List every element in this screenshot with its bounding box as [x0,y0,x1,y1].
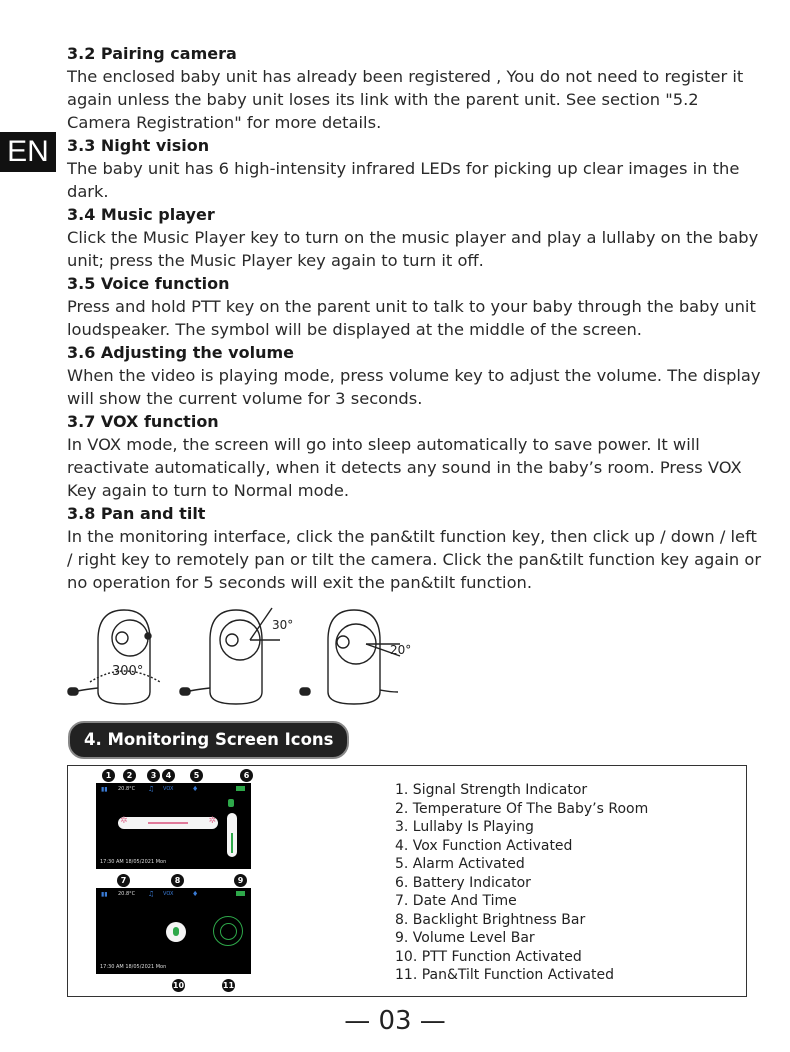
date-time: 17:30 AM 18/05/2021 Mon [100,859,167,865]
battery-icon [236,786,245,791]
callout-1: 1 [102,769,115,782]
section-title: 3.5 Voice function [67,274,230,293]
brightness-level [148,822,188,824]
language-tab: EN [0,132,56,172]
legend-item: 5. Alarm Activated [395,856,525,872]
callout-5: 5 [190,769,203,782]
callout-9: 9 [234,874,247,887]
volume-bar [227,813,237,857]
brightness-down-icon: ✲ [120,816,128,826]
alarm-icon: ♦ [192,785,199,793]
camera-illustrations [60,600,420,710]
callout-7: 7 [117,874,130,887]
callout-11: 11 [222,981,235,990]
microphone-icon [173,927,179,936]
section-title: 3.6 Adjusting the volume [67,343,294,362]
section-title: 3.3 Night vision [67,136,210,155]
temperature-readout: 20.8°C [118,891,136,897]
legend-item: 8. Backlight Brightness Bar [395,911,586,928]
camera-tilt-up-drawing [180,608,280,704]
callout-8: 8 [171,874,184,887]
section-body: The baby unit has 6 high-intensity infrared LEDs for picking up clear images in the dark. [67,159,740,201]
callout-2: 2 [123,769,136,782]
ptt-icon [166,922,186,942]
vox-icon: VOX [163,786,174,792]
vox-icon: VOX [163,891,174,897]
legend-item: 3. Lullaby Is Playing [395,819,534,835]
tilt-up-angle-label: 30° [272,618,294,632]
section-body: In the monitoring interface, click the pan&tilt function key, then click up / down / left / right key to remotely pan or tilt the camera. Click the pan&tilt function key again or no operation for 5 seconds will exit the pan&tilt function. [67,527,762,592]
lullaby-icon: ♫ [148,785,155,793]
legend-item: 4. Vox Function Activated [395,837,573,854]
tilt-down-angle-label: 20° [390,643,412,657]
temperature-readout: 20.8°C [118,786,136,792]
section-body: Click the Music Player key to turn on the music player and play a lullaby on the baby unit; press the Music Player key again to turn it off. [67,228,759,270]
monitor-screen-2 [96,888,251,974]
legend-item: 1. Signal Strength Indicator [395,782,588,798]
legend-item: 6. Battery Indicator [395,874,531,891]
camera-pan-drawing [68,610,160,704]
legend-item: 2. Temperature Of The Baby’s Room [395,800,649,817]
section-title: 3.8 Pan and tilt [67,504,206,523]
section-body: In VOX mode, the screen will go into sleep automatically to save power. It will reactivate automatically, when it detects any sound in the baby’s room. Press VOX Key again to turn to Normal mode. [67,435,742,500]
icon-legend [395,781,648,985]
legend-item: 9. Volume Level Bar [395,930,535,946]
section-body: When the video is playing mode, press volume key to adjust the volume. The display will show the current volume for 3 seconds. [67,366,761,408]
signal-icon: ▮▮ [101,786,108,793]
callout-10: 10 [172,981,185,990]
brightness-up-icon: ✲ [208,816,216,826]
volume-level [231,833,233,853]
pan-angle-label: 300° [112,664,144,679]
brightness-bar [118,817,218,829]
legend-item: 10. PTT Function Activated [395,948,582,965]
legend-item: 7. Date And Time [395,893,517,909]
speaker-icon [228,799,234,807]
battery-icon [236,891,245,896]
section-body: The enclosed baby unit has already been registered , You do not need to register it again unless the baby unit loses its link with the parent unit. See section "5.2 Camera Registration" for more details. [67,67,744,132]
lullaby-icon: ♫ [148,890,155,898]
manual-text [67,42,767,594]
section-body: Press and hold PTT key on the parent unit to talk to your baby through the baby unit loudspeaker. The symbol will be displayed at the middle of the screen. [67,297,756,339]
callout-6: 6 [240,769,253,782]
date-time: 17:30 AM 18/05/2021 Mon [100,964,167,970]
legend-item: 11. Pan&Tilt Function Activated [395,967,614,983]
section-title: 3.7 VOX function [67,412,219,431]
section-4-header: 4. Monitoring Screen Icons [68,721,349,759]
monitor-screen-1 [96,783,251,869]
section-title: 3.4 Music player [67,205,215,224]
pan-tilt-icon [213,916,243,946]
signal-icon: ▮▮ [101,891,108,898]
alarm-icon: ♦ [192,890,199,898]
camera-tilt-down-drawing [300,610,400,704]
callout-4: 4 [162,769,175,782]
page-number: — 03 — [344,1006,446,1036]
monitoring-icons-panel [67,765,747,997]
section-title: 3.2 Pairing camera [67,44,237,63]
pan-tilt-arrows-icon [220,923,237,940]
callout-3: 3 [147,769,160,782]
